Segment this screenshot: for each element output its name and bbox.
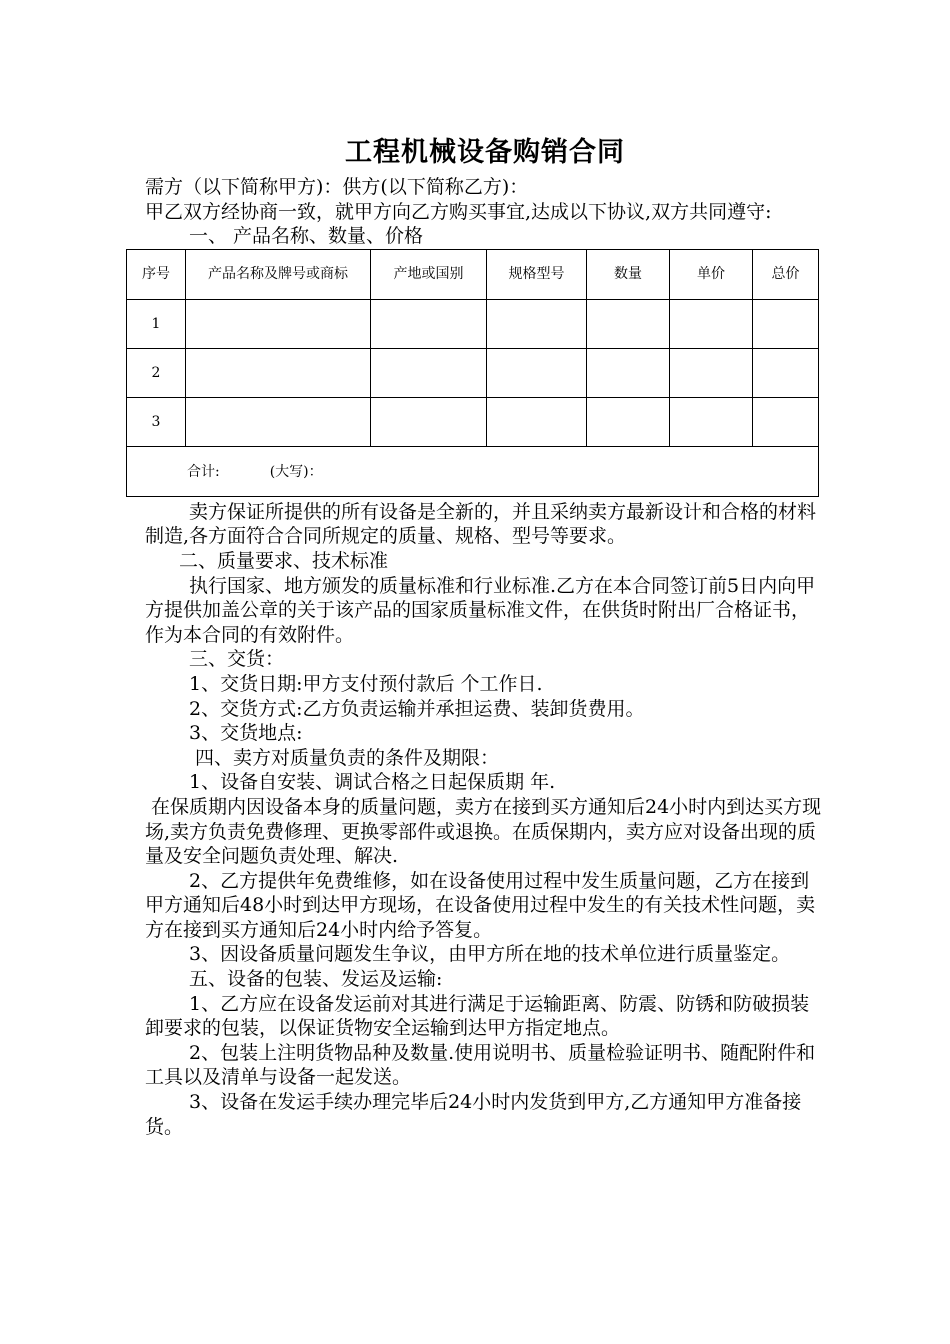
section5-item: 1、乙方应在设备发运前对其进行满足于运输距离、防震、防锈和防破损装卸要求的包装，以保证货物安全运输到达甲方指定地点。 xyxy=(145,992,810,1040)
parties-line: 需方（以下简称甲方)：供方(以下简称乙方)： xyxy=(145,176,529,198)
section1-text: 卖方保证所提供的所有设备是全新的，并且采纳卖方最新设计和合格的材料制造,各方面符合合同所规定的质量、规格、型号等要求。 xyxy=(145,500,817,548)
contract-page xyxy=(142,130,825,1139)
section1-heading: 一、 产品名称、数量、价格 xyxy=(189,225,424,248)
header-product-name: 产品名称及牌号或商标 xyxy=(186,249,371,299)
cell-product-name[interactable] xyxy=(186,348,371,397)
cell-model[interactable] xyxy=(487,299,587,348)
section4-item: 2、乙方提供年免费维修，如在设备使用过程中发生质量问题，乙方在接到甲方通知后48小时到达甲方现场，在设备使用过程中发生的有关技术性问题，卖方在接到买方通知后24小时内给予答复。 xyxy=(145,869,816,941)
cell-total-price[interactable] xyxy=(753,397,819,446)
section2-heading: 二、质量要求、技术标准 xyxy=(179,549,389,572)
section5-item: 3、设备在发运手续办理完毕后24小时内发货到甲方,乙方通知甲方准备接货。 xyxy=(145,1091,802,1138)
document-title: 工程机械设备购销合同 xyxy=(345,137,625,168)
header-quantity: 数量 xyxy=(587,249,670,299)
cell-unit-price[interactable] xyxy=(670,397,753,446)
section4-heading: 四、卖方对质量负责的条件及期限： xyxy=(195,746,500,769)
table-row xyxy=(127,299,819,348)
intro-paragraph: 甲乙双方经协商一致，就甲方向乙方购买事宜,达成以下协议,双方共同遵守: xyxy=(145,200,772,223)
section3-item: 2、交货方式:乙方负责运输并承担运费、装卸货费用。 xyxy=(189,697,645,720)
total-cell[interactable] xyxy=(127,446,819,496)
cell-quantity[interactable] xyxy=(587,299,670,348)
cell-total-price[interactable] xyxy=(753,299,819,348)
cell-model[interactable] xyxy=(487,348,587,397)
cell-index: 3 xyxy=(127,397,186,446)
header-model: 规格型号 xyxy=(487,249,587,299)
header-total-price: 总价 xyxy=(753,249,819,299)
section5-heading: 五、设备的包装、发运及运输: xyxy=(189,968,443,991)
product-table xyxy=(126,249,819,497)
section4-item: 3、因设备质量问题发生争议，由甲方所在地的技术单位进行质量鉴定。 xyxy=(189,943,791,966)
section4-item-continuation: 在保质期内因设备本身的质量问题，卖方在接到买方通知后24小时内到达买方现场,卖方负责免费修理、更换零部件或退换。在质保期内，卖方应对设备出现的质量及安全问题负责处理、解决. xyxy=(145,795,822,868)
header-unit-price: 单价 xyxy=(670,249,753,299)
total-capital-label: (大写)： xyxy=(269,464,323,481)
section3-item: 1、交货日期:甲方支付预付款后 个工作日. xyxy=(189,672,543,695)
cell-origin[interactable] xyxy=(371,299,487,348)
section3-heading: 三、交货： xyxy=(189,648,285,671)
table-row xyxy=(127,348,819,397)
cell-index: 2 xyxy=(127,348,186,397)
header-index: 序号 xyxy=(127,249,186,299)
cell-origin[interactable] xyxy=(371,397,487,446)
section4-item: 1、设备自安装、调试合格之日起保质期 年. xyxy=(189,771,556,794)
cell-unit-price[interactable] xyxy=(670,299,753,348)
section2-text: 执行国家、地方颁发的质量标准和行业标准.乙方在本合同签订前5日内向甲方提供加盖公章的关于该产品的国家质量标准文件，在供货时附出厂合格证书，作为本合同的有效附件。 xyxy=(145,574,816,646)
table-header-row xyxy=(127,249,819,299)
header-origin: 产地或国别 xyxy=(371,249,487,299)
cell-unit-price[interactable] xyxy=(670,348,753,397)
section3-item: 3、交货地点: xyxy=(189,722,303,745)
cell-origin[interactable] xyxy=(371,348,487,397)
cell-product-name[interactable] xyxy=(186,397,371,446)
cell-quantity[interactable] xyxy=(587,348,670,397)
cell-quantity[interactable] xyxy=(587,397,670,446)
cell-index: 1 xyxy=(127,299,186,348)
total-label: 合计: xyxy=(187,464,220,481)
cell-product-name[interactable] xyxy=(186,299,371,348)
section5-item: 2、包装上注明货物品种及数量.使用说明书、质量检验证明书、随配附件和工具以及清单与设备一起发送。 xyxy=(145,1041,816,1089)
cell-total-price[interactable] xyxy=(753,348,819,397)
table-total-row xyxy=(127,446,819,496)
table-row xyxy=(127,397,819,446)
cell-model[interactable] xyxy=(487,397,587,446)
